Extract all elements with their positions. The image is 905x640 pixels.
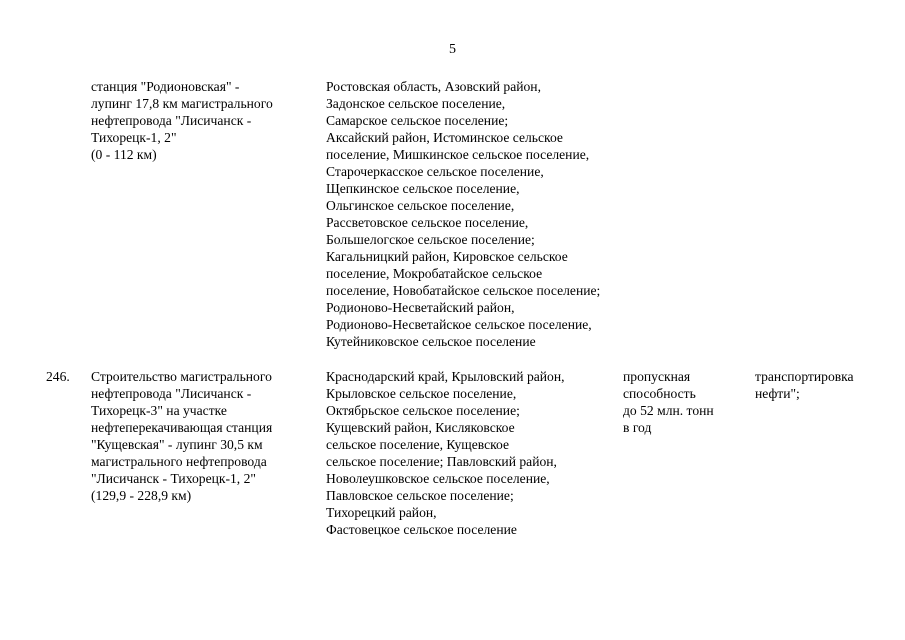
object-name: Строительство магистрального нефтепровода "Лисичанск - Тихорецк-3" на участке нефтеперекачивающая станция "Кущевская" - лупинг 30,5 км магистрального нефтепровода "Лисичанск - Тихорецк-1, 2" (129,9 - 228,9 км) <box>91 369 273 503</box>
object-location: Краснодарский край, Крыловский район, Крыловское сельское поселение, Октябрьское сельское поселение; Кущевский район, Кисляковское сельское поселение, Кущевское сельское поселение; Павловский район, Новолеушковское сельское поселение, Павловское сельское поселение; Тихорецкий район, Фастовецкое сельское поселение <box>326 369 565 537</box>
object-location: Ростовская область, Азовский район, Задонское сельское поселение, Самарское сельское поселение; Аксайский район, Истоминское сельское поселение, Мишкинское сельское поселение, Старочеркасское сельское поселение, Щепкинское сельское поселение, Ольгинское сельское поселение, Рассветовское сельское поселение, Большелогское сельское поселение; Кагальницкий район, Кировское сельское поселение, Мокробатайское сельское поселение, Новобатайское сельское поселение; Родионово-Несветайский район, Родионово-Несветайское сельское поселение, Кутейниковское сельское поселение <box>326 79 601 349</box>
object-parameters: пропускная способность до 52 млн. тонн в год <box>623 369 714 435</box>
row-number: 246. <box>46 369 70 384</box>
object-purpose: транспортировка нефти"; <box>755 369 854 401</box>
object-name: станция "Родионовская" - лупинг 17,8 км магистрального нефтепровода "Лисичанск - Тихорецк-1, 2" (0 - 112 км) <box>91 79 273 162</box>
page-number: 5 <box>449 42 456 57</box>
